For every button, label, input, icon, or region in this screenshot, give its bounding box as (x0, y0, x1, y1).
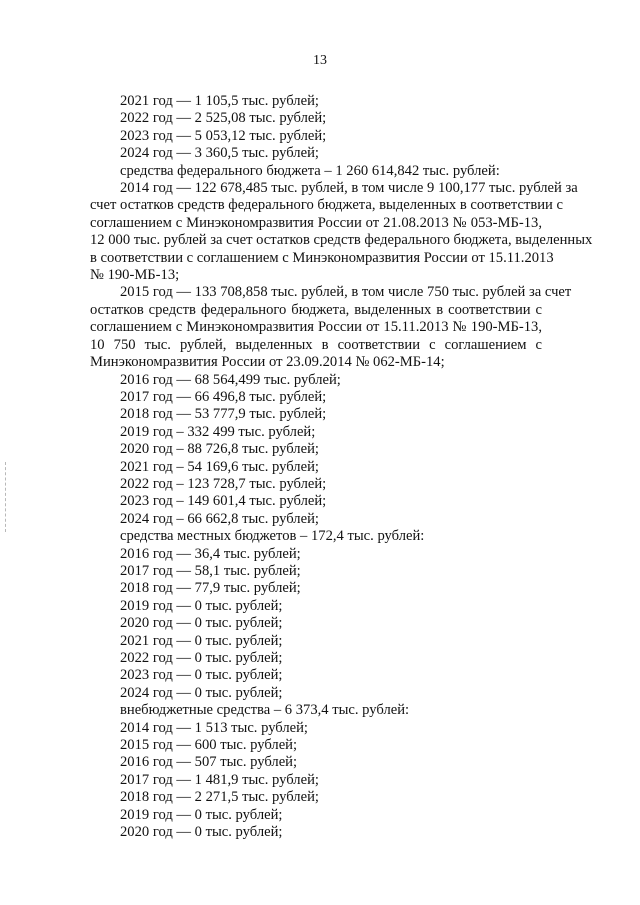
text-line: 2022 год — 2 525,08 тыс. рублей; (120, 110, 327, 127)
text-line: 2016 год — 36,4 тыс. рублей; (120, 545, 301, 562)
text-line: 2021 год — 0 тыс. рублей; (120, 632, 283, 649)
text-line: 2019 год — 0 тыс. рублей; (120, 597, 283, 614)
text-line: остатков средств федерального бюджета, выделенных в соответствии с (90, 301, 542, 318)
text-line: 2022 год – 123 728,7 тыс. рублей; (120, 475, 327, 492)
text-line: 2024 год — 0 тыс. рублей; (120, 684, 283, 701)
text-line: 2021 год – 54 169,6 тыс. рублей; (120, 458, 319, 475)
text-line: 12 000 тыс. рублей за счет остатков средств федерального бюджета, выделенных (90, 232, 593, 249)
text-line: 2023 год — 5 053,12 тыс. рублей; (120, 127, 327, 144)
text-line: в соответствии с соглашением с Минэкономразвития России от 15.11.2013 (90, 249, 554, 266)
text-line: 2019 год – 332 499 тыс. рублей; (120, 423, 316, 440)
text-line: 2023 год — 0 тыс. рублей; (120, 667, 283, 684)
text-line: 2024 год – 66 662,8 тыс. рублей; (120, 510, 319, 527)
text-line: 2023 год – 149 601,4 тыс. рублей; (120, 493, 327, 510)
text-line: № 190-МБ-13; (90, 267, 180, 284)
text-line: 2017 год — 66 496,8 тыс. рублей; (120, 388, 327, 405)
margin-scan-mark (5, 462, 7, 532)
text-line: счет остатков средств федерального бюджета, выделенных в соответствии с (90, 197, 563, 214)
text-line: 2017 год — 1 481,9 тыс. рублей; (120, 771, 319, 788)
text-line: Минэкономразвития России от 23.09.2014 № 062-МБ-14; (90, 354, 445, 371)
text-line: 2024 год — 3 360,5 тыс. рублей; (120, 145, 319, 162)
text-line: 2017 год — 58,1 тыс. рублей; (120, 562, 301, 579)
text-line: 2018 год — 2 271,5 тыс. рублей; (120, 789, 319, 806)
text-line: соглашением с Минэкономразвития России от 21.08.2013 № 053-МБ-13, (90, 214, 542, 231)
text-line: 2015 год — 600 тыс. рублей; (120, 737, 298, 754)
text-line: 2020 год — 0 тыс. рублей; (120, 615, 283, 632)
text-line: 10 750 тыс. рублей, выделенных в соответствии с соглашением с (90, 336, 542, 353)
text-line: 2020 год — 0 тыс. рублей; (120, 824, 283, 841)
document-body (90, 93, 593, 841)
text-line: 2015 год — 133 708,858 тыс. рублей, в том числе 750 тыс. рублей за счет (120, 284, 572, 301)
text-line: 2014 год — 1 513 тыс. рублей; (120, 719, 308, 736)
text-line: внебюджетные средства – 6 373,4 тыс. рублей: (120, 702, 410, 719)
text-line: 2018 год — 53 777,9 тыс. рублей; (120, 406, 327, 423)
text-line: средства местных бюджетов – 172,4 тыс. рублей: (120, 528, 425, 545)
text-line: 2016 год — 68 564,499 тыс. рублей; (120, 371, 341, 388)
text-line: 2018 год — 77,9 тыс. рублей; (120, 580, 301, 597)
text-line: 2020 год – 88 726,8 тыс. рублей; (120, 441, 319, 458)
text-line: 2014 год — 122 678,485 тыс. рублей, в том числе 9 100,177 тыс. рублей за (120, 180, 578, 197)
text-line: 2019 год — 0 тыс. рублей; (120, 806, 283, 823)
text-line: 2022 год — 0 тыс. рублей; (120, 650, 283, 666)
text-line: 2016 год — 507 тыс. рублей; (120, 754, 298, 771)
text-line: 2021 год — 1 105,5 тыс. рублей; (120, 93, 319, 109)
text-line: соглашением с Минэкономразвития России от 15.11.2013 № 190-МБ-13, (90, 319, 542, 336)
text-line: средства федерального бюджета – 1 260 614,842 тыс. рублей: (120, 162, 500, 179)
page-number: 13 (313, 53, 327, 68)
